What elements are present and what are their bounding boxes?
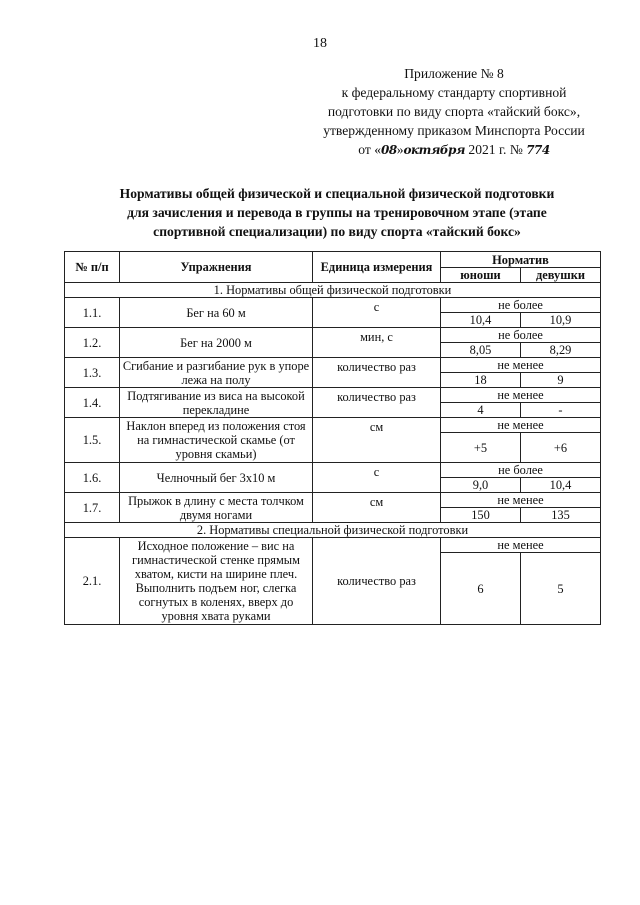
row-exercise: Сгибание и разгибание рук в упоре лежа на полу bbox=[120, 358, 313, 388]
appendix-header bbox=[304, 64, 604, 160]
row-girls: +6 bbox=[521, 433, 601, 463]
row-num: 1.1. bbox=[65, 298, 120, 328]
row-exercise: Челночный бег 3x10 м bbox=[120, 463, 313, 493]
row-exercise: Подтягивание из виса на высокой перекладине bbox=[120, 388, 313, 418]
row-girls: 9 bbox=[521, 373, 601, 388]
row-num: 1.7. bbox=[65, 493, 120, 523]
row-boys: +5 bbox=[441, 433, 521, 463]
appendix-line-3: подготовки по виду спорта «тайский бокс», bbox=[327, 104, 581, 119]
date-day: 08 bbox=[381, 143, 397, 157]
row-num: 1.5. bbox=[65, 418, 120, 463]
date-year: 2021 г. № bbox=[468, 142, 523, 157]
date-prefix: от « bbox=[358, 142, 381, 157]
row-boys: 4 bbox=[441, 403, 521, 418]
row-unit: количество раз bbox=[313, 538, 441, 625]
row-condition: не более bbox=[441, 298, 601, 313]
row-girls: 8,29 bbox=[521, 343, 601, 358]
row-condition: не менее bbox=[441, 418, 601, 433]
header-unit: Единица измерения bbox=[313, 252, 441, 283]
row-boys: 18 bbox=[441, 373, 521, 388]
row-num: 1.4. bbox=[65, 388, 120, 418]
row-boys: 6 bbox=[441, 553, 521, 625]
section-2-title: 2. Нормативы специальной физической подготовки bbox=[65, 523, 601, 538]
row-unit: см bbox=[313, 418, 441, 463]
row-condition: не менее bbox=[441, 493, 601, 508]
appendix-date-line bbox=[304, 140, 604, 160]
norms-table bbox=[64, 251, 601, 625]
title-line-2: для зачисления и перевода в группы на тренировочном этапе (этапе bbox=[127, 205, 547, 220]
row-girls: 10,4 bbox=[521, 478, 601, 493]
row-condition: не менее bbox=[441, 388, 601, 403]
order-number: 774 bbox=[526, 143, 550, 157]
row-girls: 10,9 bbox=[521, 313, 601, 328]
document-title bbox=[62, 184, 612, 241]
header-boys: юноши bbox=[441, 268, 521, 283]
row-exercise: Бег на 2000 м bbox=[120, 328, 313, 358]
header-norm: Норматив bbox=[441, 252, 601, 268]
row-condition: не менее bbox=[441, 538, 601, 553]
row-condition: не более bbox=[441, 328, 601, 343]
row-unit: см bbox=[313, 493, 441, 523]
row-girls: 5 bbox=[521, 553, 601, 625]
header-exercise: Упражнения bbox=[120, 252, 313, 283]
header-girls: девушки bbox=[521, 268, 601, 283]
row-unit: количество раз bbox=[313, 388, 441, 418]
title-line-1: Нормативы общей физической и специальной физической подготовки bbox=[119, 186, 555, 201]
row-boys: 150 bbox=[441, 508, 521, 523]
row-girls: 135 bbox=[521, 508, 601, 523]
row-exercise: Бег на 60 м bbox=[120, 298, 313, 328]
row-condition: не более bbox=[441, 463, 601, 478]
header-num: № п/п bbox=[65, 252, 120, 283]
row-boys: 9,0 bbox=[441, 478, 521, 493]
row-unit: количество раз bbox=[313, 358, 441, 388]
date-mid: » bbox=[396, 142, 404, 157]
row-num: 2.1. bbox=[65, 538, 120, 625]
row-unit: с bbox=[313, 298, 441, 328]
row-girls: - bbox=[521, 403, 601, 418]
row-exercise: Наклон вперед из положения стоя на гимнастической скамье (от уровня скамьи) bbox=[120, 418, 313, 463]
appendix-line-1: Приложение № 8 bbox=[404, 66, 504, 81]
row-exercise: Исходное положение – вис на гимнастической стенке прямым хватом, кисти на ширине плеч. Выполнить подъем ног, слегка согнутых в коленях, вверх до уровня хвата руками bbox=[120, 538, 313, 625]
row-num: 1.3. bbox=[65, 358, 120, 388]
row-boys: 10,4 bbox=[441, 313, 521, 328]
row-num: 1.6. bbox=[65, 463, 120, 493]
appendix-line-2: к федеральному стандарту спортивной bbox=[341, 85, 567, 100]
appendix-line-4: утвержденному приказом Минспорта России bbox=[323, 123, 585, 138]
row-boys: 8,05 bbox=[441, 343, 521, 358]
row-unit: с bbox=[313, 463, 441, 493]
row-condition: не менее bbox=[441, 358, 601, 373]
title-line-3: спортивной специализации) по виду спорта «тайский бокс» bbox=[153, 224, 521, 239]
row-unit: мин, с bbox=[313, 328, 441, 358]
date-month: октября bbox=[403, 143, 465, 157]
row-exercise: Прыжок в длину с места толчком двумя ногами bbox=[120, 493, 313, 523]
page-number: 18 bbox=[313, 36, 327, 51]
row-num: 1.2. bbox=[65, 328, 120, 358]
section-1-title: 1. Нормативы общей физической подготовки bbox=[65, 283, 601, 298]
